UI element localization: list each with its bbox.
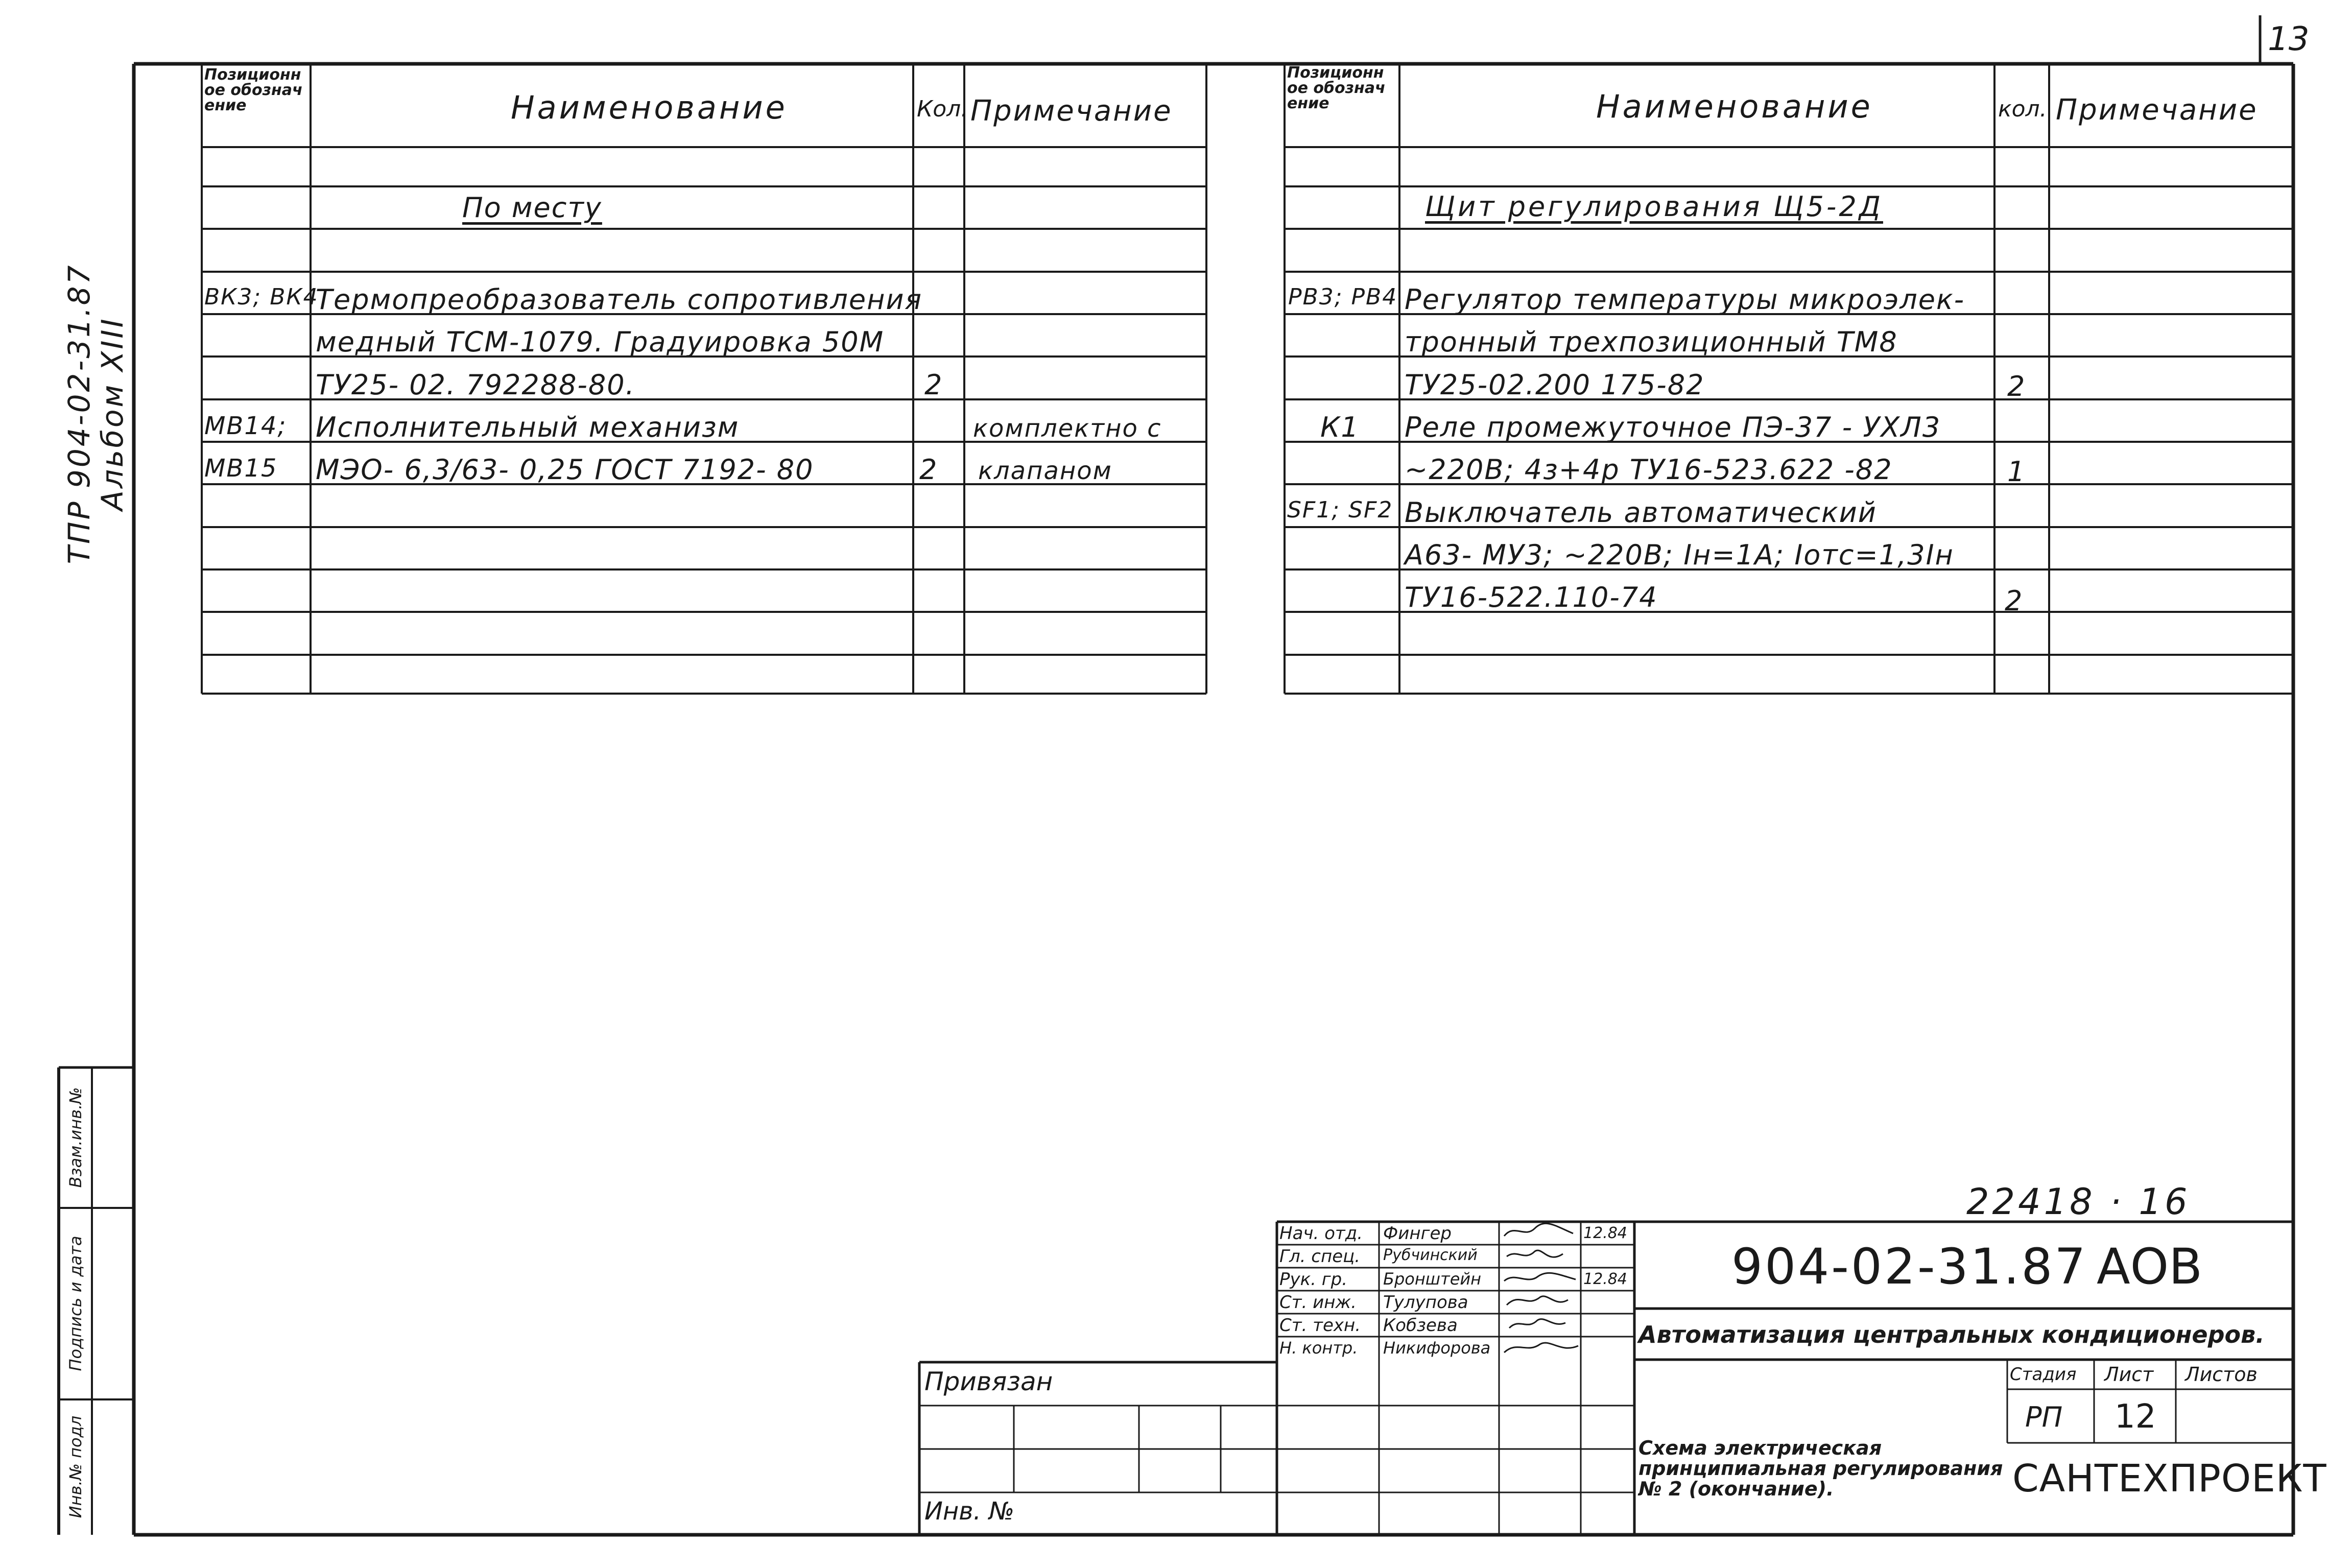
left-row-name: ТУ25- 02. 792288-80. <box>316 369 635 401</box>
left-section-title: По месту <box>462 192 602 224</box>
sheet-title: Схема электрическая принципиальная регулирования № 2 (окончание). <box>1638 1437 2003 1500</box>
signature-role: Ст. инж. <box>1279 1292 1357 1313</box>
left-row-name: Исполнительный механизм <box>316 411 740 443</box>
signature-date: 12.84 <box>1583 1270 1627 1288</box>
stamp-original-inv: Инв.№ подл <box>66 1415 85 1518</box>
doc-code: 904-02-31.87 <box>1731 1238 2088 1295</box>
side-label-document: ТПР 904-02-31.87 <box>62 263 97 564</box>
signature-name: Тулупова <box>1383 1292 1468 1313</box>
right-row-name: ТУ16-522.110-74 <box>1405 581 1658 613</box>
signature-role: Гл. спец. <box>1279 1246 1361 1267</box>
stage-label: Стадия <box>2010 1364 2077 1385</box>
right-row-name: А63- МУ3; ~220В; Iн=1А; Iотс=1,3Iн <box>1405 539 1954 571</box>
signature-role: Нач. отд. <box>1279 1223 1363 1244</box>
right-row-name: Реле промежуточное ПЭ-37 - УХЛ3 <box>1405 411 1941 443</box>
signature-role: Н. контр. <box>1279 1338 1358 1358</box>
right-header-position: Позиционное обозначение <box>1287 64 1386 112</box>
signature-name: Рубчинский <box>1383 1246 1478 1264</box>
left-header-note: Примечание <box>970 94 1173 128</box>
left-header-position: Позиционное обозначение <box>204 66 303 114</box>
side-label-album: Альбом XIII <box>95 317 130 511</box>
sheets-label: Листов <box>2185 1363 2258 1386</box>
right-row-name: ТУ25-02.200 175-82 <box>1405 369 1705 401</box>
signature-name: Фингер <box>1383 1223 1452 1244</box>
left-row-note: клапаном <box>978 457 1112 485</box>
left-row-pos: МВ15 <box>204 454 278 483</box>
signature-name: Кобзева <box>1383 1315 1458 1336</box>
sheet-label: Лист <box>2104 1363 2154 1386</box>
left-row-name: Термопреобразователь сопротивления <box>316 283 922 316</box>
page-number: 13 <box>2268 20 2310 58</box>
signature-role: Рук. гр. <box>1279 1269 1348 1290</box>
stamp-replacement-inv: Взам.инв.№ <box>66 1087 85 1188</box>
left-row-qty: 2 <box>919 454 938 486</box>
left-header-name: Наименование <box>511 89 788 126</box>
left-row-note: комплектно с <box>973 414 1162 443</box>
stamp-signature-date: Подпись и дата <box>66 1236 85 1371</box>
right-row-qty: 1 <box>2007 456 2026 488</box>
left-row-pos: ВК3; ВК4 <box>204 284 319 310</box>
project-title: Автоматизация центральных кондиционеров. <box>1638 1321 2265 1348</box>
right-header-note: Примечание <box>2056 93 2258 127</box>
left-row-pos: МВ14; <box>204 412 287 440</box>
right-row-pos: РВ3; РВ4 <box>1288 284 1398 310</box>
sheet-value: 12 <box>2115 1398 2156 1436</box>
right-row-pos: К1 <box>1320 411 1360 443</box>
right-row-name: Регулятор температуры микроэлек- <box>1405 283 1965 316</box>
right-row-qty: 2 <box>2007 370 2026 402</box>
doc-mark: АОВ <box>2097 1238 2203 1295</box>
right-header-qty: кол. <box>1998 96 2047 122</box>
right-row-name: Выключатель автоматический <box>1405 496 1877 529</box>
right-section-title: Щит регулирования Щ5-2Д <box>1425 191 1883 223</box>
right-row-name: ~220В; 4з+4р ТУ16-523.622 -82 <box>1405 454 1893 486</box>
signature-name: Бронштейн <box>1383 1269 1482 1289</box>
right-row-name: тронный трехпозиционный ТМ8 <box>1405 326 1898 358</box>
left-row-qty: 2 <box>924 369 943 401</box>
left-row-name: МЭО- 6,3/63- 0,25 ГОСТ 7192- 80 <box>316 454 814 486</box>
stage-value: РП <box>2025 1401 2063 1433</box>
signature-name: Никифорова <box>1383 1338 1491 1358</box>
inventory-label: Инв. № <box>924 1497 1015 1526</box>
right-row-pos: SF1; SF2 <box>1287 497 1393 523</box>
signature-role: Ст. техн. <box>1279 1315 1361 1336</box>
left-row-name: медный ТСМ-1079. Градуировка 50М <box>316 326 885 358</box>
left-header-qty: Кол. <box>917 96 968 122</box>
signature-date: 12.84 <box>1583 1224 1627 1242</box>
organization: САНТЕХПРОЕКТ <box>2012 1457 2327 1501</box>
archive-number: 22418 · 16 <box>1966 1181 2191 1223</box>
right-header-name: Наименование <box>1596 88 1873 125</box>
privyazan-label: Привязан <box>924 1367 1053 1396</box>
right-row-qty: 2 <box>2005 585 2024 617</box>
